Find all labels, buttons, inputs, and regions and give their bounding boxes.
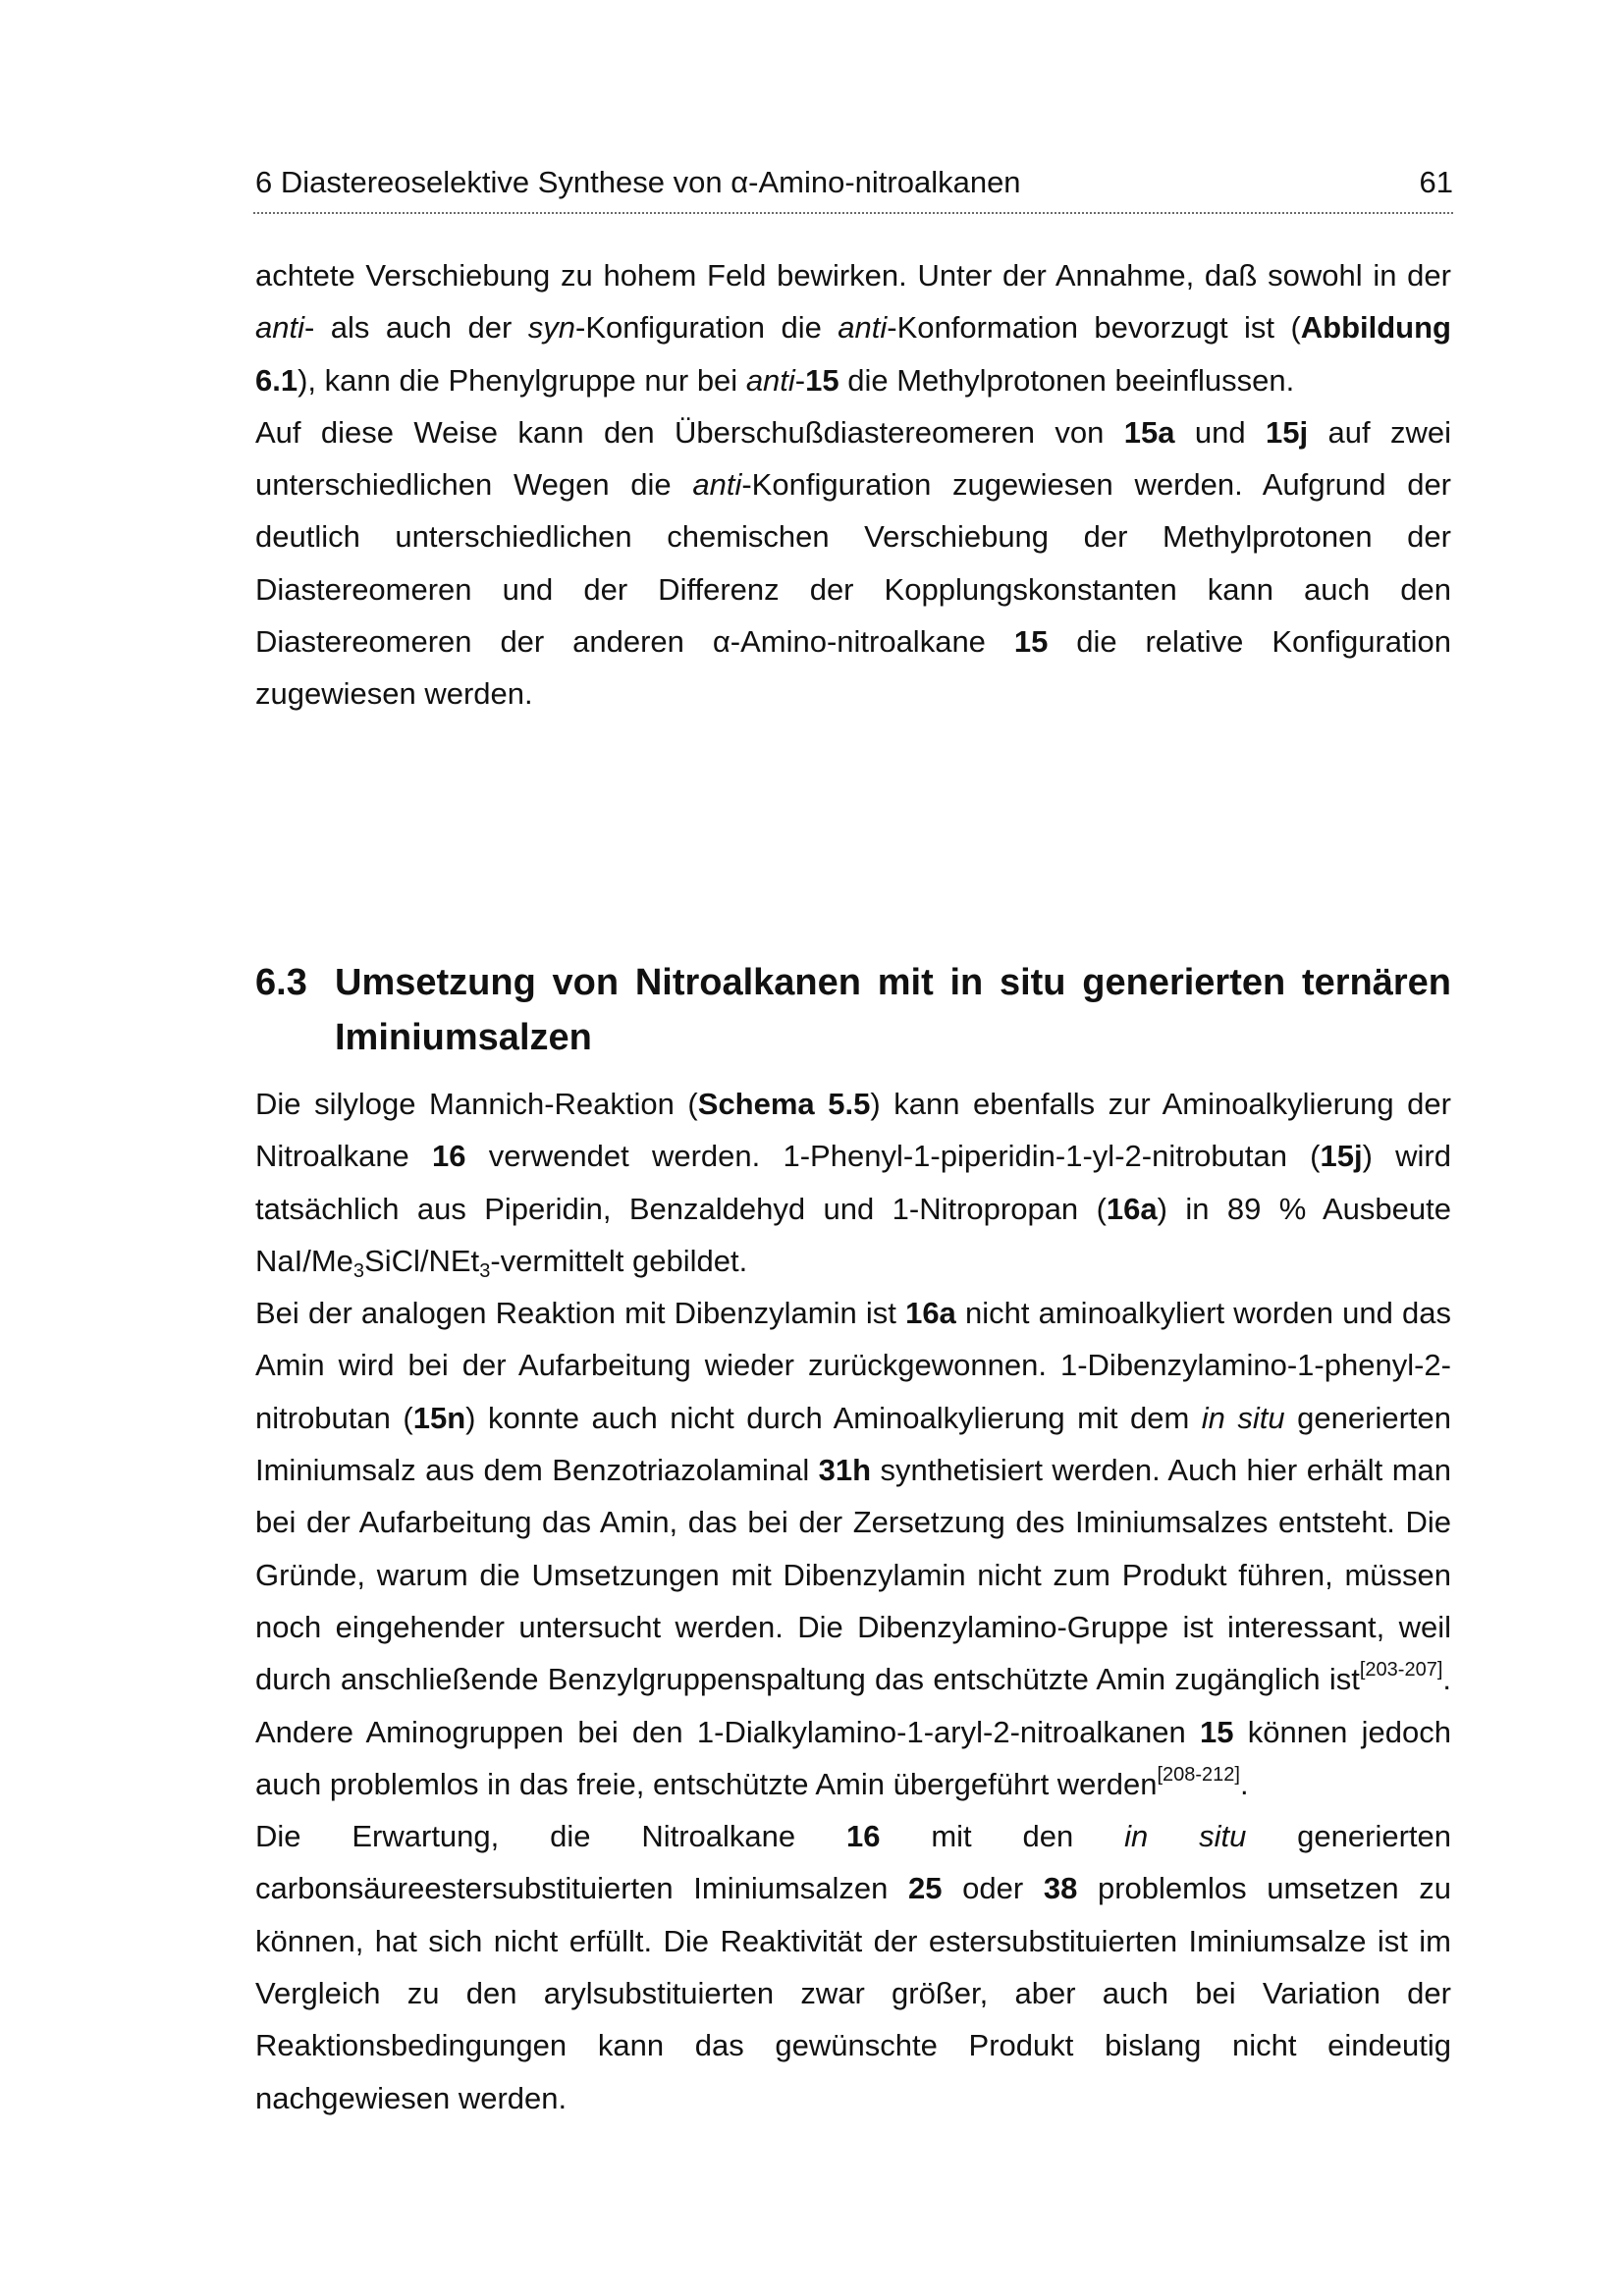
- compound-number: 15a: [1123, 414, 1175, 450]
- citation-reference[interactable]: [203-207]: [1359, 1659, 1443, 1682]
- chapter-title-prefix: 6 Diastereoselektive Synthese von: [255, 165, 731, 199]
- paragraph: Die Erwartung, die Nitroalkane 16 mit den in situ generierten carbonsäureestersubstituierten Iminiumsalzen 25 oder 38 problemlos umsetzen zu können, hat sich nicht erfüllt. Die Reaktivität der estersubstituierten Iminiumsalze ist im Vergleich zu den arylsubstituierten zwar größer, aber auch bei Variation der Reaktionsbedingungen kann das gewünschte Produkt bislang nicht eindeutig nachgewiesen werden.: [255, 1819, 1452, 2115]
- paragraph: Die silyloge Mannich-Reaktion (Schema 5.5) kann ebenfalls zur Aminoalkylierung der Nitroalkane 16 verwendet werden. 1-Phenyl-1-piperidin-1-yl-2-nitrobutan (15j) wird tatsächlich aus Piperidin, Benzaldehyd und 1-Nitropropan (16a) in 89 % Ausbeute NaI/$Me_3SiCl/NEt_3$-vermittelt gebildet.: [255, 1087, 1452, 1282]
- section-heading: [255, 955, 1451, 1065]
- compound-number: 25: [908, 1871, 943, 1906]
- compound-number: 38: [1043, 1871, 1078, 1906]
- compound-number: 16: [432, 1139, 466, 1174]
- citation-reference[interactable]: [208-212]: [1157, 1763, 1240, 1786]
- scheme-reference[interactable]: Schema 5.5: [697, 1087, 871, 1121]
- chapter-title: [255, 163, 1021, 202]
- compound-number: 31h: [818, 1453, 872, 1488]
- figure-reference[interactable]: Abbildung 6.1: [255, 310, 1451, 398]
- chapter-title-suffix: -Amino-nitroalkanen: [748, 165, 1021, 199]
- page-number: 61: [1419, 165, 1453, 199]
- compound-number: 15: [805, 362, 839, 398]
- compound-number: 16a: [1106, 1191, 1158, 1226]
- compound-number: 15j: [1320, 1139, 1363, 1174]
- compound-number: 15: [1013, 624, 1049, 660]
- paragraph: Bei der analogen Reaktion mit Dibenzylamin ist 16a nicht aminoalkyliert worden und das Amin wird bei der Aufarbeitung wieder zurückgewonnen. 1-Dibenzylamino-1-phenyl-2-nitrobutan (15n) konnte auch nicht durch Aminoalkylierung mit dem in situ generierten Iminiumsalz aus dem Benzotriazolaminal 31h synthetisiert werden. Auch hier erhält man bei der Aufarbeitung das Amin, das bei der Zersetzung des Iminiumsalzes entsteht. Die Gründe, warum die Umsetzungen mit Dibenzylamin nicht zum Produkt führen, müssen noch eingehender untersucht werden. Die Dibenzylamino-Gruppe ist interessant, weil durch anschließende Benzylgruppenspaltung das entschützte Amin zugänglich ist[203-207]. Andere Aminogruppen bei den 1-Dialkylamino-1-aryl-2-nitroalkanen 15 können jedoch auch problemlos in das freie, entschützte Amin übergeführt werden[208-212].: [255, 1296, 1452, 1801]
- section-number: 6.3: [255, 962, 307, 1003]
- alpha-symbol: α: [730, 165, 749, 199]
- text-block-lower: [255, 1078, 1451, 2124]
- compound-number: 15j: [1266, 414, 1309, 450]
- running-header: [253, 163, 1453, 202]
- compound-number: 16: [846, 1819, 881, 1854]
- compound-number: 16a: [905, 1296, 956, 1331]
- paragraph: Auf diese Weise kann den Überschußdiastereomeren von 15a und 15j auf zwei unterschiedlichen Wegen die anti-Konfiguration zugewiesen werden. Aufgrund der deutlich unterschiedlichen chemischen Verschiebung der Methylprotonen der Diastereomeren und der Differenz der Kopplungskonstanten kann auch den Diastereomeren der anderen α-Amino-nitroalkane 15 die relative Konfiguration zugewiesen werden.: [255, 414, 1452, 712]
- compound-number: 15n: [412, 1400, 466, 1435]
- alpha-symbol: α: [712, 624, 730, 660]
- text-block-upper: [255, 249, 1451, 721]
- paragraph: achtete Verschiebung zu hohem Feld bewirken. Unter der Annahme, daß sowohl in der anti- als auch der syn-Konfiguration die anti-Konformation bevorzugt ist (Abbildung 6.1), kann die Phenylgruppe nur bei anti-15 die Methylprotonen beeinflussen.: [255, 258, 1451, 398]
- document-page: [253, 0, 1453, 2296]
- section-title: Umsetzung von Nitroalkanen mit in situ generierten ternären Iminiumsalzen: [335, 962, 1451, 1058]
- compound-number: 15: [1200, 1714, 1234, 1749]
- header-divider: [253, 212, 1453, 214]
